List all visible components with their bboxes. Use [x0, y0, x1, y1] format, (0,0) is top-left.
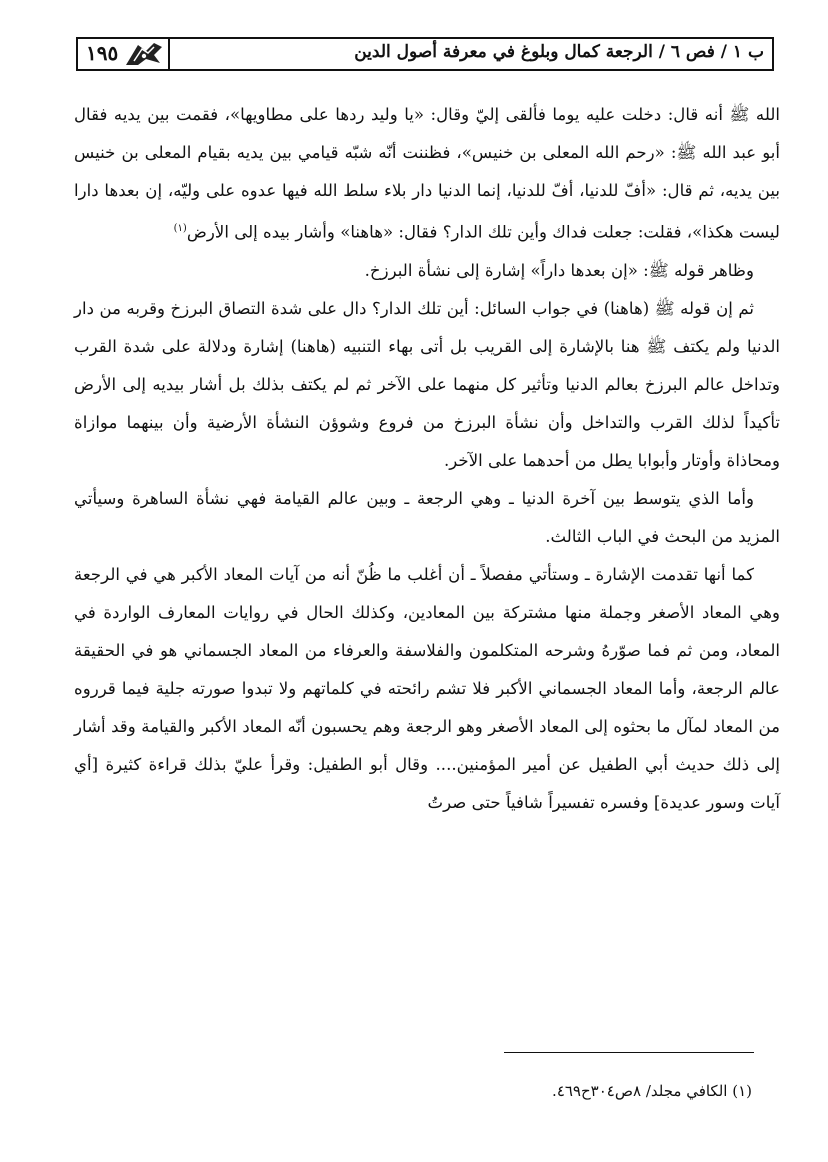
main-text [74, 96, 780, 822]
footnote: (١) الكافي مجلد/ ٨ص٣٠٤ح٤٦٩. [552, 1082, 752, 1100]
header-title: ب ١ / فص ٦ / الرجعة كمال وبلوغ في معرفة أصول الدين [354, 42, 764, 62]
paragraph-text: الله ﷺ أنه قال: دخلت عليه يوما فألقى إليّ وقال: «يا وليد ردها على مطاويها»، فقمت بين يديه فقال أبو عبد الله ﷺ: «رحم الله المعلى بن خنيس»، فظننت أنّه شبّه قيامي بين يديه بقيام المعلى بن خنيس بين يديه، ثم قال: «أفّ للدنيا، أفّ للدنيا، إنما الدنيا دار بلاء سلط الله فيها عدوه على وليّه، إن بعدها دارا ليست هكذا»، فقلت: جعلت فداك وأين تلك الدار؟ فقال: «هاهنا» وأشار بيده إلى الأرض [74, 105, 780, 242]
paragraph: ثم إن قوله ﷺ (هاهنا) في جواب السائل: أين تلك الدار؟ دال على شدة التصاق البرزخ وقربه من دار الدنيا ولم يكتف ﷺ هنا بالإشارة إلى القريب بل أتى بهاء التنبيه (هاهنا) إشارة ودلالة على شدة القرب وتداخل عالم البرزخ بعالم الدنيا وتأثير كل منهما على الآخر ثم لم يكتف بذلك بل أشار بيديه إلى الأرض تأكيداً لذلك القرب والتداخل وأن نشأة البرزخ من فروع وشوؤن النشأة الأرضية وأن بينهما موازاة ومحاذاة وأوتار وأبوابا يطل من أحدهما على الآخر. [74, 298, 780, 470]
page-number: ١٩٥ [86, 41, 119, 65]
paragraph: كما أنها تقدمت الإشارة ـ وستأتي مفصلاً ـ أن أغلب ما ظُنّ أنه من آيات المعاد الأكبر هي في الرجعة وهي المعاد الأصغر وجملة منها مشتركة بين المعادين، وكذلك الحال في روايات المعارف الواردة في المعاد، ومن ثم فما صوّرهُ وشرحه المتكلمون والفلاسفة والعرفاء من المعاد الجسماني هو في الحقيقة عالم الرجعة، وأما المعاد الجسماني الأكبر فلا تشم رائحته في كلماتهم ولا تبدوا صورته جلية فيما قرروه من المعاد لمآل ما بحثوه إلى المعاد الأصغر وهو الرجعة وهم يحسبون أنّه المعاد الأكبر والقيامة وقد أشار إلى ذلك حديث أبي الطفيل عن أمير المؤمنين.... وقال أبو الطفيل: وقرأ عليّ بذلك قراءة كثيرة [أي آيات وسور عديدة] وفسره تفسيراً شافياً حتى صرتُ [74, 564, 780, 812]
running-header [76, 37, 774, 71]
decorative-ornament-icon [124, 41, 164, 67]
footnote-marker: (١) [173, 223, 187, 234]
page-number-box [78, 39, 170, 69]
footnote-divider [504, 1052, 754, 1053]
paragraph [74, 96, 780, 252]
paragraph: وظاهر قوله ﷺ: «إن بعدها داراً» إشارة إلى نشأة البرزخ. [364, 260, 754, 280]
paragraph: وأما الذي يتوسط بين آخرة الدنيا ـ وهي الرجعة ـ وبين عالم القيامة فهي نشأة الساهرة وسيأتي المزيد من البحث في الباب الثالث. [74, 488, 780, 546]
